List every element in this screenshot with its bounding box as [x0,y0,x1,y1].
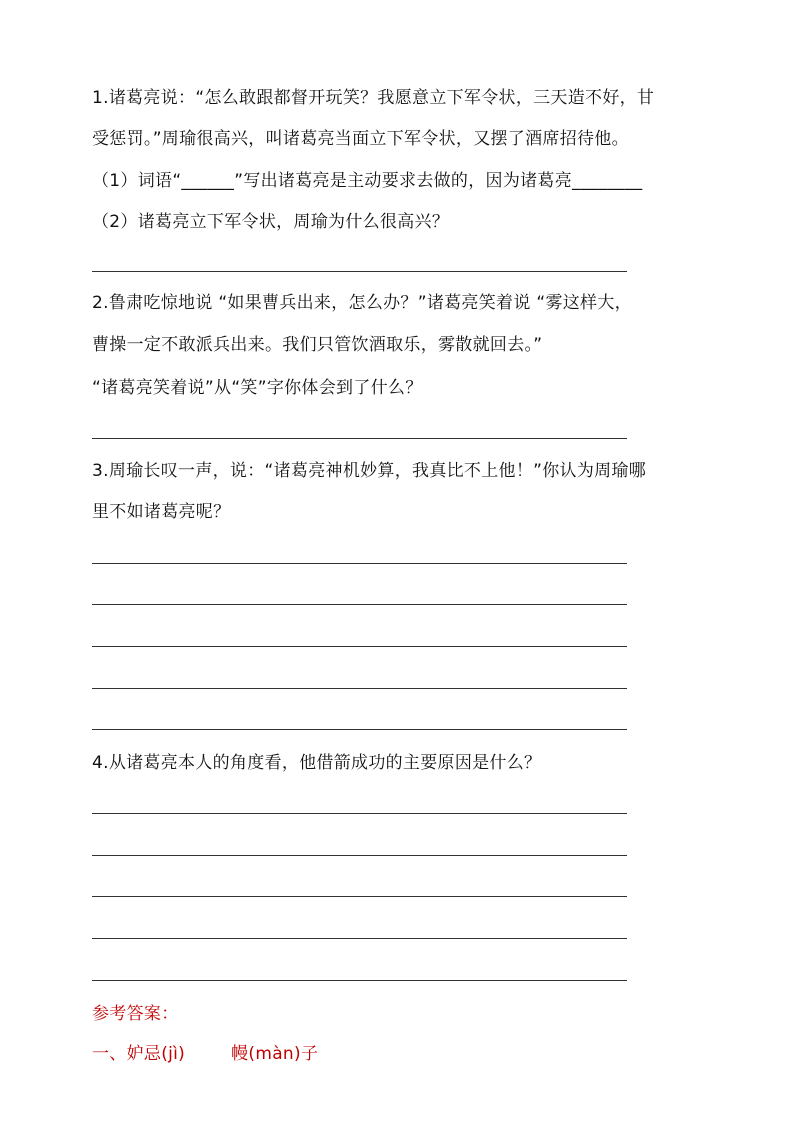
answers-row-1 [92,1042,318,1066]
q2-subquestion: “诸葛亮笑着说”从“笑”字你体会到了什么？ [92,378,423,398]
answer-line[interactable] [92,688,627,689]
q4-text-line-1: 4.从诸葛亮本人的角度看，他借箭成功的主要原因是什么？ [92,753,542,773]
q1-subquestion-2: （2）诸葛亮立下军令状，周瑜为什么很高兴？ [92,212,450,232]
q2-text-line-1: 2.鲁肃吃惊地说 “如果曹兵出来，怎么办？”诸葛亮笑着说 “雾这样大， [92,293,632,313]
answer-line[interactable] [92,938,627,939]
answer-line[interactable] [92,563,627,564]
q1-subquestion-1: （1）词语“______”写出诸葛亮是主动要求去做的，因为诸葛亮________ [92,171,643,191]
q1-text-line-1: 1.诸葛亮说：“怎么敢跟都督开玩笑？我愿意立下军令状，三天造不好，甘 [92,88,655,108]
q3-text-line-2: 里不如诸葛亮呢？ [92,502,231,522]
q3-text-line-1: 3.周瑜长叹一声，说：“诸葛亮神机妙算，我真比不上他！”你认为周瑜哪 [92,461,647,481]
answer-line[interactable] [92,813,627,814]
answer-item-2: 幔(màn)子 [231,1044,319,1064]
q2-text-line-2: 曹操一定不敢派兵出来。我们只管饮酒取乐，雾散就回去。” [92,335,543,355]
answer-line[interactable] [92,438,627,439]
answer-line[interactable] [92,729,627,730]
answer-line[interactable] [92,646,627,647]
answer-line[interactable] [92,980,627,981]
answer-line[interactable] [92,604,627,605]
answers-title: 参考答案： [92,1004,179,1024]
answer-line[interactable] [92,896,627,897]
answer-item-1: 一、妒忌(jì) [92,1044,186,1064]
answer-line[interactable] [92,271,627,272]
answer-line[interactable] [92,855,627,856]
q1-text-line-2: 受惩罚。”周瑜很高兴，叫诸葛亮当面立下军令状，又摆了酒席招待他。 [92,129,629,149]
